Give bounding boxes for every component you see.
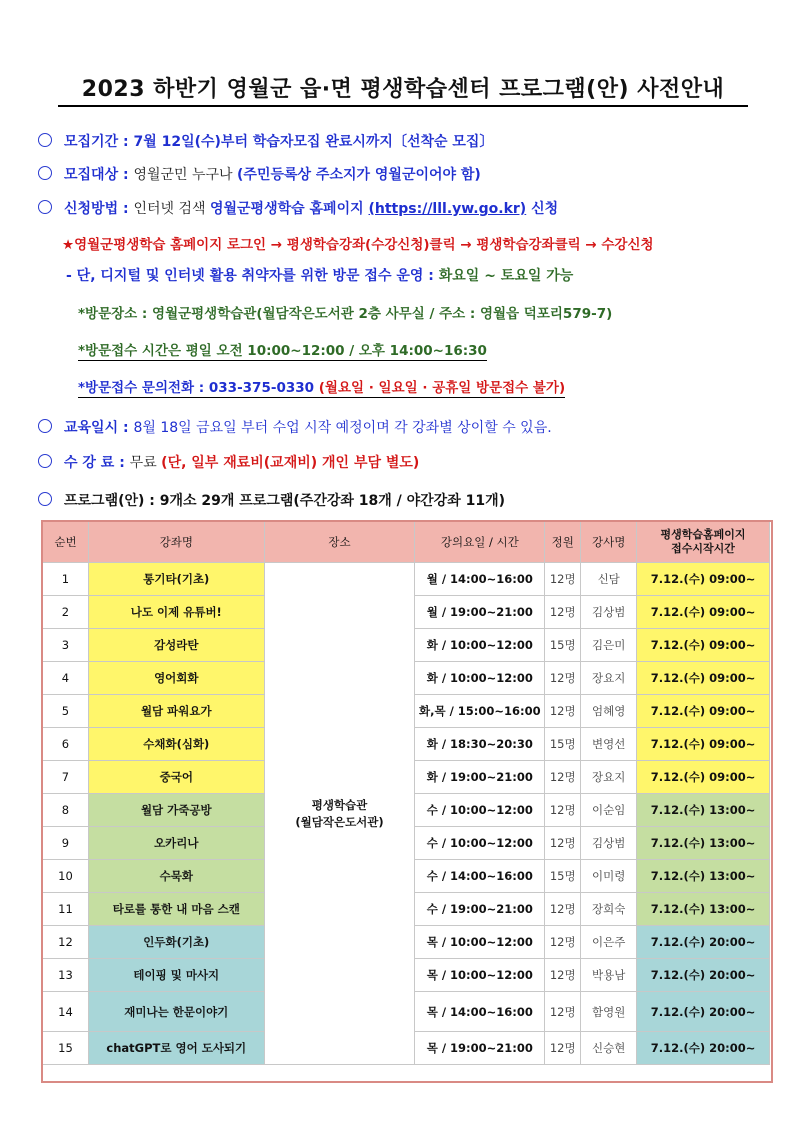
course-time: 월 / 19:00~21:00 bbox=[415, 596, 545, 629]
schedule bbox=[38, 417, 552, 437]
course-teacher: 장요지 bbox=[581, 662, 637, 695]
course-capacity: 12명 bbox=[545, 563, 581, 596]
course-capacity: 15명 bbox=[545, 629, 581, 662]
course-capacity: 12명 bbox=[545, 662, 581, 695]
course-start-time: 7.12.(수) 13:00~ bbox=[637, 827, 770, 860]
course-time: 수 / 19:00~21:00 bbox=[415, 893, 545, 926]
row-number: 7 bbox=[43, 761, 89, 794]
course-start-time: 7.12.(수) 13:00~ bbox=[637, 893, 770, 926]
course-time: 수 / 10:00~12:00 bbox=[415, 794, 545, 827]
row-number: 13 bbox=[43, 959, 89, 992]
program-label: 프로그램(안) : 9개소 29개 프로그램(주간강좌 18개 / 야간강좌 11개) bbox=[64, 493, 506, 509]
course-capacity: 12명 bbox=[545, 959, 581, 992]
circle-bullet-icon bbox=[38, 200, 52, 214]
circle-bullet-icon bbox=[38, 166, 52, 180]
course-time: 월 / 14:00~16:00 bbox=[415, 563, 545, 596]
header-capacity: 정원 bbox=[545, 522, 581, 563]
course-start-time: 7.12.(수) 09:00~ bbox=[637, 695, 770, 728]
course-capacity: 12명 bbox=[545, 596, 581, 629]
visit-phone bbox=[78, 376, 565, 396]
course-name: 영어회화 bbox=[88, 662, 264, 695]
visit-note-days: 화요일 ~ 토요일 가능 bbox=[438, 268, 574, 284]
row-number: 8 bbox=[43, 794, 89, 827]
course-start-time: 7.12.(수) 09:00~ bbox=[637, 563, 770, 596]
course-teacher: 이순임 bbox=[581, 794, 637, 827]
course-capacity: 15명 bbox=[545, 860, 581, 893]
apply-url-link[interactable]: (https://lll.yw.go.kr) bbox=[368, 201, 527, 217]
row-number: 1 bbox=[43, 563, 89, 596]
course-teacher: 이은주 bbox=[581, 926, 637, 959]
course-capacity: 12명 bbox=[545, 926, 581, 959]
course-name: 수묵화 bbox=[88, 860, 264, 893]
table-row bbox=[43, 563, 770, 596]
course-time: 수 / 10:00~12:00 bbox=[415, 827, 545, 860]
course-start-time: 7.12.(수) 13:00~ bbox=[637, 794, 770, 827]
target-label: 모집대상 : bbox=[64, 167, 134, 183]
apply-label: 신청방법 : bbox=[64, 201, 134, 217]
course-teacher: 박용남 bbox=[581, 959, 637, 992]
row-number: 6 bbox=[43, 728, 89, 761]
program-table bbox=[42, 521, 770, 1065]
apply-suffix: 신청 bbox=[526, 201, 559, 217]
circle-bullet-icon bbox=[38, 454, 52, 468]
visit-note bbox=[66, 265, 573, 285]
schedule-text: 8월 18일 금요일 부터 수업 시작 예정이며 각 강좌별 상이할 수 있음. bbox=[133, 420, 552, 436]
course-teacher: 장요지 bbox=[581, 761, 637, 794]
row-number: 9 bbox=[43, 827, 89, 860]
apply-method bbox=[38, 198, 558, 218]
place-cell bbox=[264, 563, 415, 1065]
course-start-time: 7.12.(수) 09:00~ bbox=[637, 761, 770, 794]
course-capacity: 12명 bbox=[545, 1032, 581, 1065]
course-capacity: 12명 bbox=[545, 794, 581, 827]
course-start-time: 7.12.(수) 09:00~ bbox=[637, 629, 770, 662]
row-number: 15 bbox=[43, 1032, 89, 1065]
recruit-period-label: 모집기간 : bbox=[64, 134, 134, 150]
course-start-time: 7.12.(수) 20:00~ bbox=[637, 959, 770, 992]
header-time: 강의요일 / 시간 bbox=[415, 522, 545, 563]
course-name: 타로를 통한 내 마음 스캔 bbox=[88, 893, 264, 926]
course-name: 수채화(심화) bbox=[88, 728, 264, 761]
course-start-time: 7.12.(수) 20:00~ bbox=[637, 992, 770, 1032]
course-name: 월담 가죽공방 bbox=[88, 794, 264, 827]
course-teacher: 김상범 bbox=[581, 827, 637, 860]
circle-bullet-icon bbox=[38, 133, 52, 147]
course-name: 나도 이제 유튜버! bbox=[88, 596, 264, 629]
course-name: 인두화(기초) bbox=[88, 926, 264, 959]
table-header-row bbox=[43, 522, 770, 563]
course-name: 오카리나 bbox=[88, 827, 264, 860]
apply-steps: ★영월군평생학습 홈페이지 로그인 → 평생학습강좌(수강신청)클릭 → 평생학습강좌클릭 → 수강신청 bbox=[62, 237, 654, 253]
visit-place: *방문장소 : 영월군평생학습관(월담작은도서관 2층 사무실 / 주소 : 영월읍 덕포리579-7) bbox=[78, 306, 613, 322]
course-name: 월담 파워요가 bbox=[88, 695, 264, 728]
fee-label: 수 강 료 : bbox=[64, 455, 130, 471]
course-capacity: 12명 bbox=[545, 893, 581, 926]
program bbox=[38, 490, 505, 510]
course-start-time: 7.12.(수) 20:00~ bbox=[637, 926, 770, 959]
course-capacity: 12명 bbox=[545, 761, 581, 794]
course-time: 목 / 10:00~12:00 bbox=[415, 926, 545, 959]
course-time: 목 / 19:00~21:00 bbox=[415, 1032, 545, 1065]
course-name: 통기타(기초) bbox=[88, 563, 264, 596]
fee-note: (단, 일부 재료비(교재비) 개인 부담 별도) bbox=[161, 455, 420, 471]
row-number: 4 bbox=[43, 662, 89, 695]
course-teacher: 김상범 bbox=[581, 596, 637, 629]
row-number: 2 bbox=[43, 596, 89, 629]
place-detail: (월담작은도서관) bbox=[295, 814, 384, 829]
fee-text: 무료 bbox=[129, 455, 162, 471]
course-start-time: 7.12.(수) 13:00~ bbox=[637, 860, 770, 893]
course-time: 화 / 19:00~21:00 bbox=[415, 761, 545, 794]
circle-bullet-icon bbox=[38, 492, 52, 506]
course-time: 화 / 18:30~20:30 bbox=[415, 728, 545, 761]
row-number: 10 bbox=[43, 860, 89, 893]
header-start-line1: 평생학습홈페이지 bbox=[660, 528, 746, 541]
header-place: 장소 bbox=[264, 522, 415, 563]
row-number: 11 bbox=[43, 893, 89, 926]
course-start-time: 7.12.(수) 09:00~ bbox=[637, 596, 770, 629]
schedule-label: 교육일시 : bbox=[64, 420, 134, 436]
course-teacher: 변영선 bbox=[581, 728, 637, 761]
visit-phone-note: (월요일 · 일요일 · 공휴일 방문접수 불가) bbox=[318, 380, 566, 396]
apply-homepage: 영월군평생학습 홈페이지 bbox=[209, 201, 369, 217]
course-name: chatGPT로 영어 도사되기 bbox=[88, 1032, 264, 1065]
course-start-time: 7.12.(수) 09:00~ bbox=[637, 662, 770, 695]
header-start-line2: 접수시작시간 bbox=[671, 542, 735, 555]
course-capacity: 12명 bbox=[545, 827, 581, 860]
circle-bullet-icon bbox=[38, 419, 52, 433]
header-start bbox=[637, 522, 770, 563]
course-start-time: 7.12.(수) 20:00~ bbox=[637, 1032, 770, 1065]
visit-hours bbox=[78, 339, 487, 359]
target-text: 영월군민 누구나 bbox=[133, 167, 238, 183]
place-name: 평생학습관 bbox=[311, 797, 368, 812]
row-number: 3 bbox=[43, 629, 89, 662]
fee bbox=[38, 452, 419, 472]
course-name: 테이핑 및 마사지 bbox=[88, 959, 264, 992]
visit-note-text: - 단, 디지털 및 인터넷 활용 취약자를 위한 방문 접수 운영 : bbox=[66, 268, 439, 284]
row-number: 14 bbox=[43, 992, 89, 1032]
course-teacher: 이미령 bbox=[581, 860, 637, 893]
course-time: 목 / 10:00~12:00 bbox=[415, 959, 545, 992]
course-name: 감성라탄 bbox=[88, 629, 264, 662]
apply-text: 인터넷 검색 bbox=[133, 201, 210, 217]
course-teacher: 엄혜영 bbox=[581, 695, 637, 728]
course-time: 목 / 14:00~16:00 bbox=[415, 992, 545, 1032]
visit-hours-text: *방문접수 시간은 평일 오전 10:00~12:00 / 오후 14:00~16:30 bbox=[78, 343, 487, 359]
target bbox=[38, 164, 481, 184]
course-capacity: 15명 bbox=[545, 728, 581, 761]
header-teacher: 강사명 bbox=[581, 522, 637, 563]
row-number: 12 bbox=[43, 926, 89, 959]
visit-phone-number: *방문접수 문의전화 : 033-375-0330 bbox=[78, 380, 319, 396]
header-no: 순번 bbox=[43, 522, 89, 563]
course-time: 화,목 / 15:00~16:00 bbox=[415, 695, 545, 728]
course-name: 재미나는 한문이야기 bbox=[88, 992, 264, 1032]
course-time: 수 / 14:00~16:00 bbox=[415, 860, 545, 893]
course-start-time: 7.12.(수) 09:00~ bbox=[637, 728, 770, 761]
course-teacher: 신승현 bbox=[581, 1032, 637, 1065]
course-time: 화 / 10:00~12:00 bbox=[415, 629, 545, 662]
course-teacher: 김은미 bbox=[581, 629, 637, 662]
header-course: 강좌명 bbox=[88, 522, 264, 563]
row-number: 5 bbox=[43, 695, 89, 728]
course-capacity: 12명 bbox=[545, 992, 581, 1032]
course-name: 중국어 bbox=[88, 761, 264, 794]
recruit-period bbox=[38, 131, 493, 151]
course-capacity: 12명 bbox=[545, 695, 581, 728]
recruit-period-text: 7월 12일(수)부터 학습자모집 완료시까지〔선착순 모집〕 bbox=[133, 134, 494, 150]
target-condition: (주민등록상 주소지가 영월군이어야 함) bbox=[237, 167, 481, 183]
course-teacher: 장희숙 bbox=[581, 893, 637, 926]
page-title: 2023 하반기 영월군 읍·면 평생학습센터 프로그램(안) 사전안내 bbox=[58, 72, 748, 107]
course-time: 화 / 10:00~12:00 bbox=[415, 662, 545, 695]
course-teacher: 함영원 bbox=[581, 992, 637, 1032]
course-teacher: 신담 bbox=[581, 563, 637, 596]
